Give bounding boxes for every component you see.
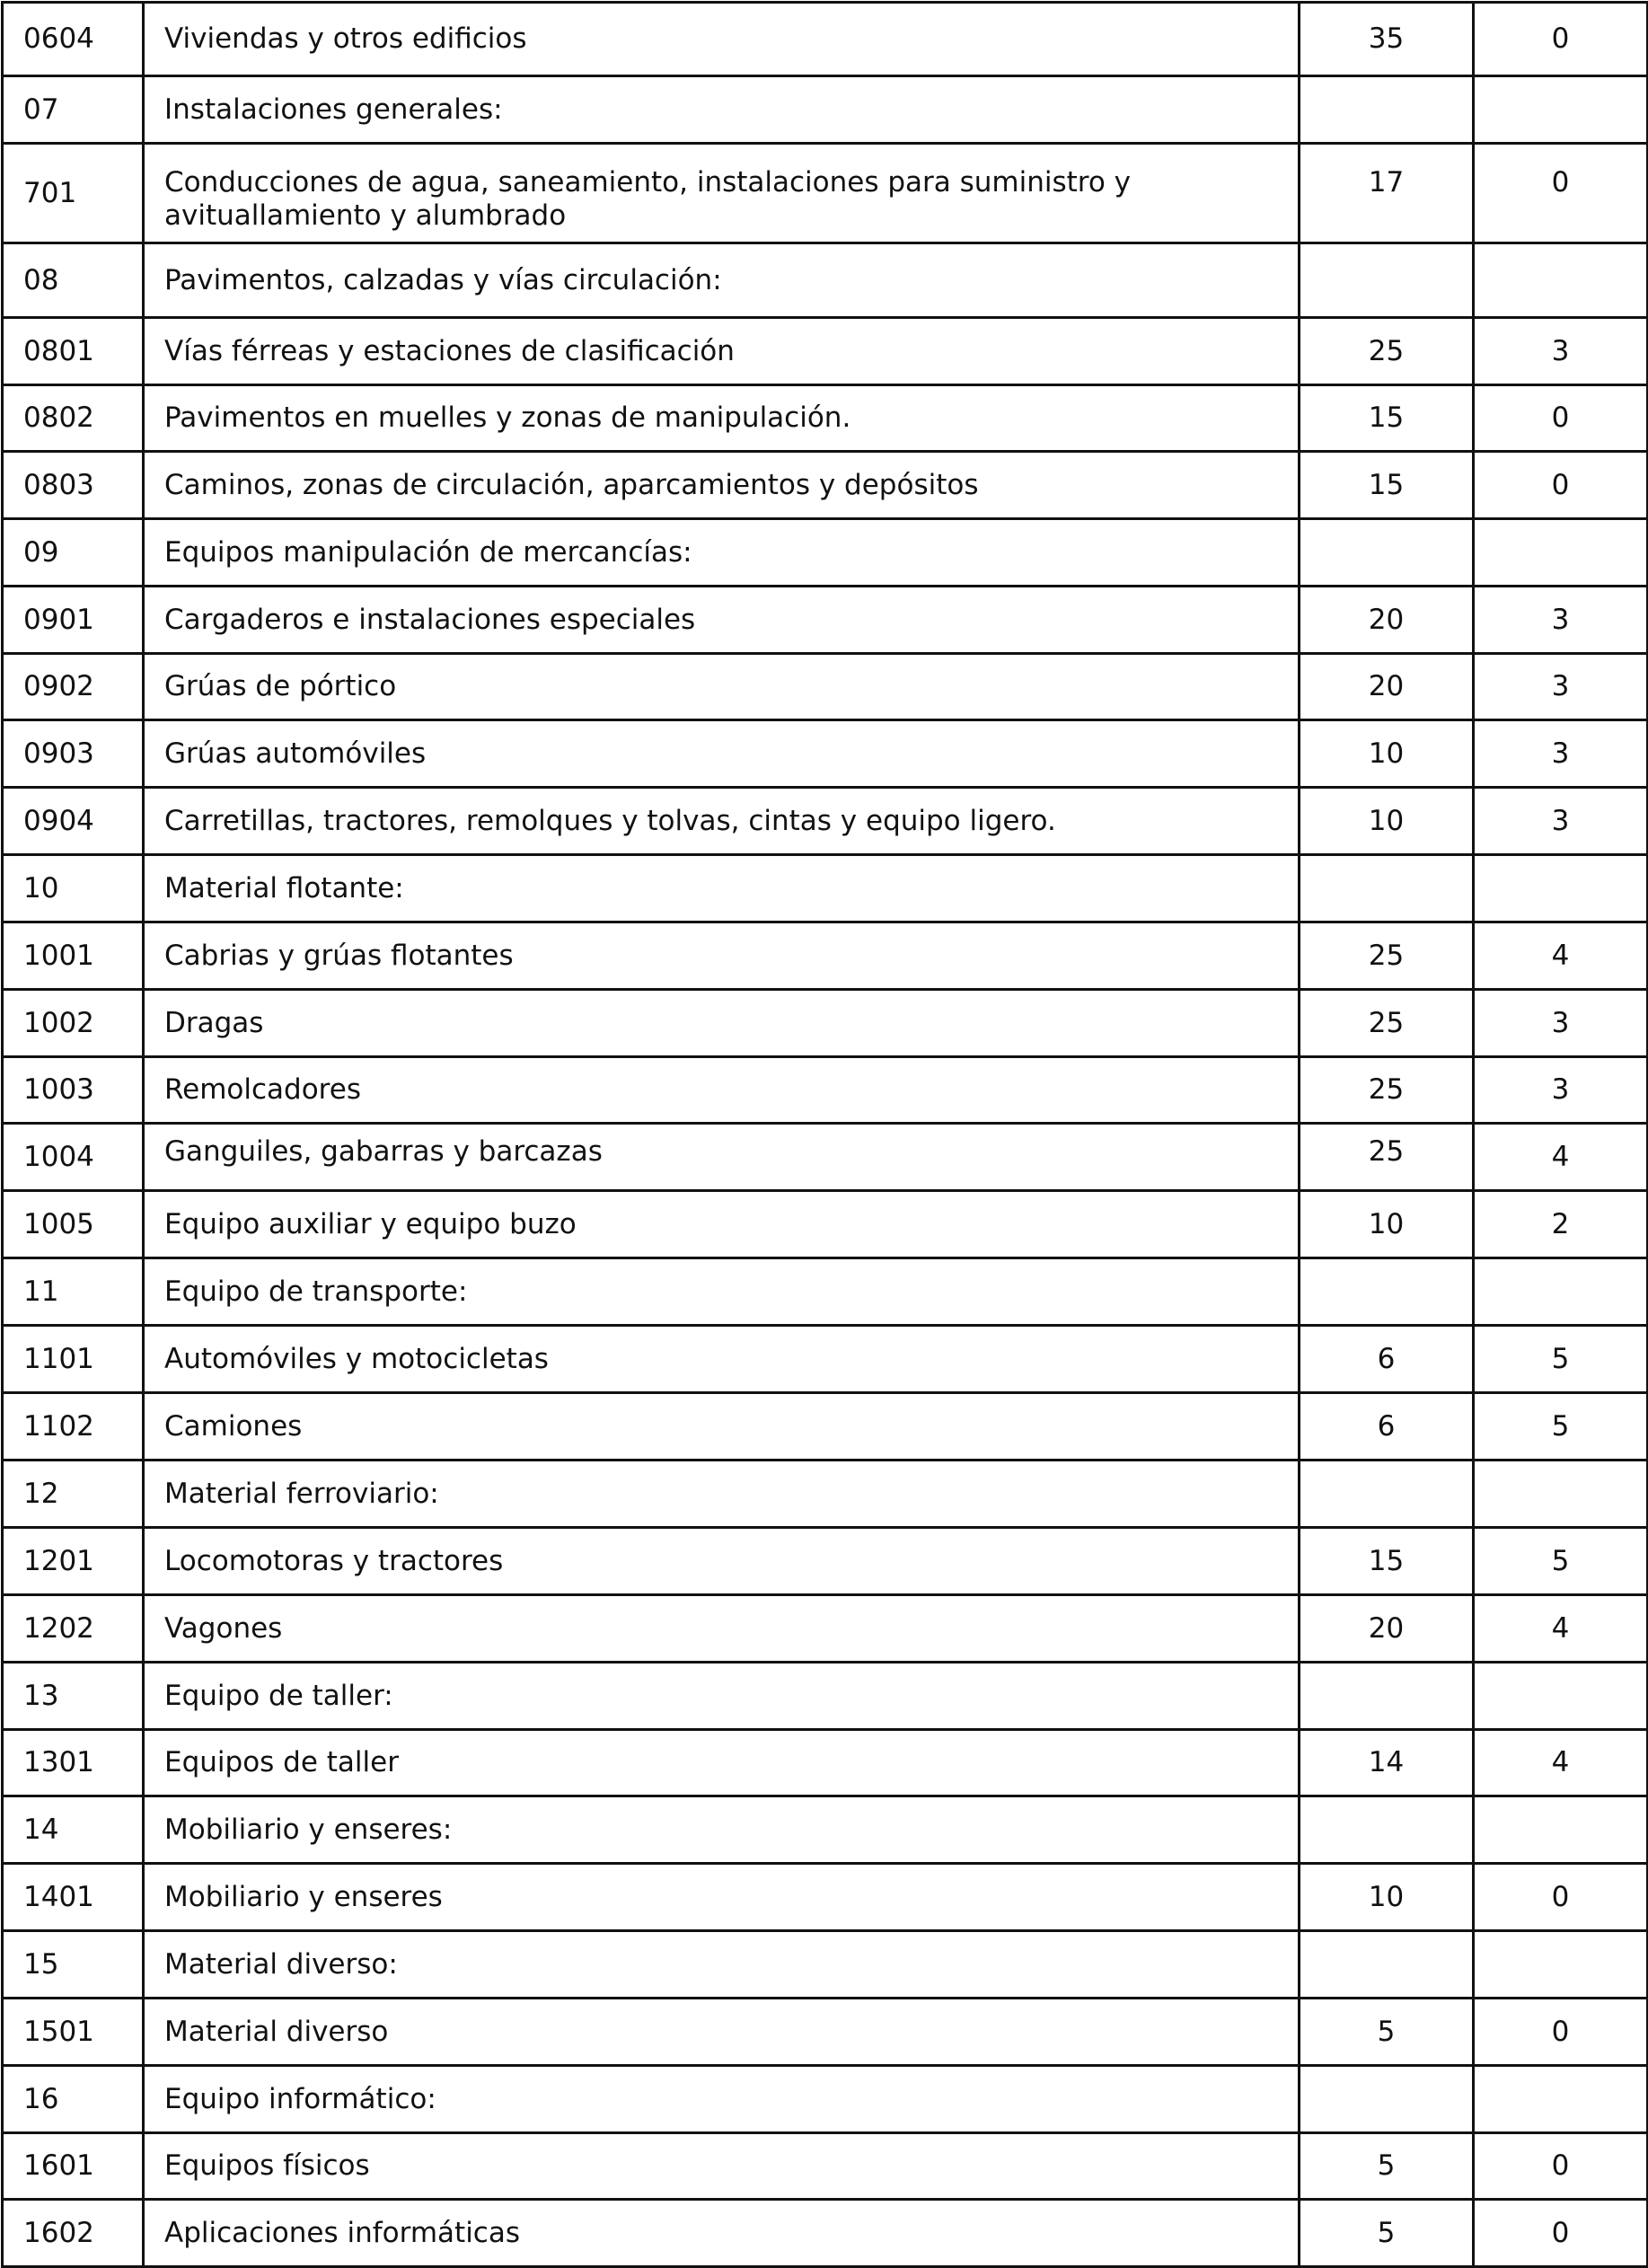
years-cell: 20 xyxy=(1300,587,1474,654)
description-cell: Mobiliario y enseres xyxy=(144,1864,1300,1931)
rate-cell: 4 xyxy=(1474,1595,1648,1663)
code-cell: 1601 xyxy=(3,2133,144,2200)
years-cell: 10 xyxy=(1300,1191,1474,1258)
description-cell: Viviendas y otros edificios xyxy=(144,3,1300,76)
years-cell: 25 xyxy=(1300,990,1474,1057)
rate-cell: 3 xyxy=(1474,720,1648,788)
table-row xyxy=(3,1393,1648,1461)
description-cell: Pavimentos en muelles y zonas de manipulación. xyxy=(144,385,1300,452)
years-cell xyxy=(1300,243,1474,318)
table-row xyxy=(3,1931,1648,1999)
years-cell: 25 xyxy=(1300,318,1474,385)
table-row xyxy=(3,1191,1648,1258)
table-row xyxy=(3,1595,1648,1663)
description-cell: Carretillas, tractores, remolques y tolvas, cintas y equipo ligero. xyxy=(144,788,1300,855)
rate-cell xyxy=(1474,76,1648,144)
rate-cell xyxy=(1474,1931,1648,1999)
years-cell: 20 xyxy=(1300,654,1474,720)
code-cell: 07 xyxy=(3,76,144,144)
table-row xyxy=(3,1057,1648,1124)
description-cell: Material ferroviario: xyxy=(144,1461,1300,1528)
rate-cell: 0 xyxy=(1474,144,1648,243)
code-cell: 1301 xyxy=(3,1730,144,1796)
code-cell: 11 xyxy=(3,1258,144,1326)
code-cell: 1002 xyxy=(3,990,144,1057)
code-cell: 1005 xyxy=(3,1191,144,1258)
rate-cell: 4 xyxy=(1474,1730,1648,1796)
rate-cell: 0 xyxy=(1474,3,1648,76)
years-cell: 35 xyxy=(1300,3,1474,76)
rate-cell xyxy=(1474,1663,1648,1730)
years-cell xyxy=(1300,519,1474,587)
description-cell: Camiones xyxy=(144,1393,1300,1461)
code-cell: 0604 xyxy=(3,3,144,76)
rate-cell: 0 xyxy=(1474,1999,1648,2066)
table-row xyxy=(3,1864,1648,1931)
years-cell: 6 xyxy=(1300,1393,1474,1461)
description-cell: Equipo informático: xyxy=(144,2066,1300,2133)
rate-cell: 3 xyxy=(1474,654,1648,720)
rate-cell xyxy=(1474,855,1648,922)
rate-cell: 0 xyxy=(1474,452,1648,519)
rate-cell: 4 xyxy=(1474,1124,1648,1191)
years-cell: 25 xyxy=(1300,1124,1474,1191)
years-cell: 10 xyxy=(1300,788,1474,855)
description-cell: Equipo de transporte: xyxy=(144,1258,1300,1326)
rate-cell xyxy=(1474,519,1648,587)
description-cell: Equipos físicos xyxy=(144,2133,1300,2200)
years-cell: 17 xyxy=(1300,144,1474,243)
description-cell: Equipos manipulación de mercancías: xyxy=(144,519,1300,587)
description-cell: Automóviles y motocicletas xyxy=(144,1326,1300,1393)
rate-cell xyxy=(1474,1258,1648,1326)
rate-cell: 0 xyxy=(1474,2200,1648,2267)
code-cell: 0802 xyxy=(3,385,144,452)
table-row xyxy=(3,519,1648,587)
code-cell: 0903 xyxy=(3,720,144,788)
years-cell: 5 xyxy=(1300,2133,1474,2200)
rate-cell: 3 xyxy=(1474,318,1648,385)
code-cell: 1401 xyxy=(3,1864,144,1931)
years-cell: 6 xyxy=(1300,1326,1474,1393)
code-cell: 1602 xyxy=(3,2200,144,2267)
table-row xyxy=(3,2133,1648,2200)
table-row xyxy=(3,76,1648,144)
table-row xyxy=(3,318,1648,385)
code-cell: 1102 xyxy=(3,1393,144,1461)
rate-cell: 3 xyxy=(1474,587,1648,654)
description-cell: Grúas de pórtico xyxy=(144,654,1300,720)
code-cell: 1004 xyxy=(3,1124,144,1191)
description-cell: Caminos, zonas de circulación, aparcamientos y depósitos xyxy=(144,452,1300,519)
code-cell: 0901 xyxy=(3,587,144,654)
description-cell: Locomotoras y tractores xyxy=(144,1528,1300,1595)
description-cell: Instalaciones generales: xyxy=(144,76,1300,144)
years-cell: 10 xyxy=(1300,1864,1474,1931)
rate-cell: 3 xyxy=(1474,990,1648,1057)
code-cell: 0801 xyxy=(3,318,144,385)
code-cell: 14 xyxy=(3,1796,144,1864)
code-cell: 08 xyxy=(3,243,144,318)
description-cell: Equipo auxiliar y equipo buzo xyxy=(144,1191,1300,1258)
code-cell: 701 xyxy=(3,144,144,243)
table-row xyxy=(3,1796,1648,1864)
years-cell xyxy=(1300,1461,1474,1528)
description-cell: Vagones xyxy=(144,1595,1300,1663)
rate-cell: 0 xyxy=(1474,385,1648,452)
table-row xyxy=(3,1258,1648,1326)
code-cell: 1201 xyxy=(3,1528,144,1595)
rate-cell: 5 xyxy=(1474,1528,1648,1595)
years-cell: 14 xyxy=(1300,1730,1474,1796)
table-row xyxy=(3,144,1648,243)
description-cell: Vías férreas y estaciones de clasificación xyxy=(144,318,1300,385)
table-row xyxy=(3,243,1648,318)
rate-cell xyxy=(1474,2066,1648,2133)
code-cell: 10 xyxy=(3,855,144,922)
code-cell: 16 xyxy=(3,2066,144,2133)
years-cell: 15 xyxy=(1300,385,1474,452)
rate-cell: 2 xyxy=(1474,1191,1648,1258)
table-row xyxy=(3,1461,1648,1528)
rate-cell: 4 xyxy=(1474,922,1648,990)
years-cell xyxy=(1300,855,1474,922)
table-body xyxy=(3,3,1648,2267)
rate-cell: 3 xyxy=(1474,788,1648,855)
years-cell xyxy=(1300,1796,1474,1864)
rate-cell: 5 xyxy=(1474,1326,1648,1393)
table-row xyxy=(3,587,1648,654)
code-cell: 1202 xyxy=(3,1595,144,1663)
years-cell: 25 xyxy=(1300,922,1474,990)
code-cell: 13 xyxy=(3,1663,144,1730)
description-cell: Material diverso: xyxy=(144,1931,1300,1999)
years-cell: 25 xyxy=(1300,1057,1474,1124)
rate-cell: 3 xyxy=(1474,1057,1648,1124)
description-cell: Equipo de taller: xyxy=(144,1663,1300,1730)
description-cell: Cargaderos e instalaciones especiales xyxy=(144,587,1300,654)
description-cell: Pavimentos, calzadas y vías circulación: xyxy=(144,243,1300,318)
code-cell: 1101 xyxy=(3,1326,144,1393)
table-row xyxy=(3,720,1648,788)
table-row xyxy=(3,855,1648,922)
table-row xyxy=(3,1663,1648,1730)
description-cell: Aplicaciones informáticas xyxy=(144,2200,1300,2267)
description-cell: Equipos de taller xyxy=(144,1730,1300,1796)
code-cell: 0902 xyxy=(3,654,144,720)
description-cell: Mobiliario y enseres: xyxy=(144,1796,1300,1864)
years-cell: 20 xyxy=(1300,1595,1474,1663)
table-row xyxy=(3,1999,1648,2066)
table-row xyxy=(3,1124,1648,1191)
description-cell: Material diverso xyxy=(144,1999,1300,2066)
table-row xyxy=(3,1730,1648,1796)
code-cell: 0904 xyxy=(3,788,144,855)
table-row xyxy=(3,3,1648,76)
code-cell: 0803 xyxy=(3,452,144,519)
rate-cell xyxy=(1474,243,1648,318)
depreciation-table xyxy=(1,1,1648,2268)
table-row xyxy=(3,654,1648,720)
description-cell: Material flotante: xyxy=(144,855,1300,922)
description-cell: Cabrias y grúas flotantes xyxy=(144,922,1300,990)
rate-cell: 0 xyxy=(1474,2133,1648,2200)
rate-cell: 5 xyxy=(1474,1393,1648,1461)
rate-cell: 0 xyxy=(1474,1864,1648,1931)
years-cell xyxy=(1300,76,1474,144)
years-cell xyxy=(1300,1258,1474,1326)
table-row xyxy=(3,1528,1648,1595)
years-cell: 10 xyxy=(1300,720,1474,788)
years-cell xyxy=(1300,1663,1474,1730)
years-cell: 15 xyxy=(1300,1528,1474,1595)
table-row xyxy=(3,788,1648,855)
years-cell xyxy=(1300,1931,1474,1999)
description-cell: Conducciones de agua, saneamiento, instalaciones para suministro y avituallamiento y alumbrado xyxy=(144,144,1300,243)
years-cell xyxy=(1300,2066,1474,2133)
code-cell: 15 xyxy=(3,1931,144,1999)
code-cell: 1003 xyxy=(3,1057,144,1124)
years-cell: 5 xyxy=(1300,1999,1474,2066)
table-row xyxy=(3,2200,1648,2267)
rate-cell xyxy=(1474,1461,1648,1528)
description-cell: Dragas xyxy=(144,990,1300,1057)
years-cell: 15 xyxy=(1300,452,1474,519)
table-row xyxy=(3,990,1648,1057)
table-row xyxy=(3,385,1648,452)
description-cell: Grúas automóviles xyxy=(144,720,1300,788)
table-row xyxy=(3,1326,1648,1393)
description-cell: Ganguiles, gabarras y barcazas xyxy=(144,1124,1300,1191)
code-cell: 09 xyxy=(3,519,144,587)
code-cell: 1001 xyxy=(3,922,144,990)
table-row xyxy=(3,922,1648,990)
code-cell: 12 xyxy=(3,1461,144,1528)
table-row xyxy=(3,452,1648,519)
description-cell: Remolcadores xyxy=(144,1057,1300,1124)
years-cell: 5 xyxy=(1300,2200,1474,2267)
rate-cell xyxy=(1474,1796,1648,1864)
table-row xyxy=(3,2066,1648,2133)
code-cell: 1501 xyxy=(3,1999,144,2066)
